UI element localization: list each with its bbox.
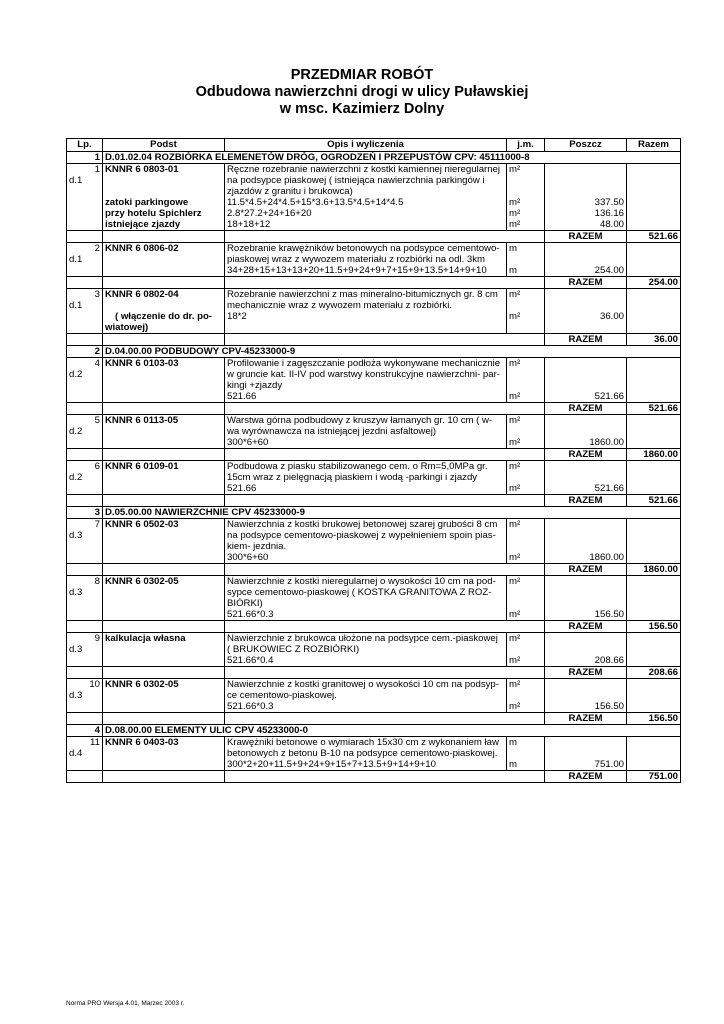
calc-expr: 300*2+20+11.5+9+24+9+15+7+13.5+9+14+9+10: [225, 759, 507, 771]
position-jm: m²: [507, 289, 545, 301]
position-number: 6: [67, 461, 103, 473]
position-podst: KNNR 6 0802-04: [103, 289, 225, 301]
position-number: 10: [67, 679, 103, 691]
position-dnum: d.2: [67, 426, 103, 437]
position-desc: ( BRUKOWIEC Z ROZBIÓRKI): [225, 644, 507, 655]
position-desc: w gruncie kat. II-IV pod warstwy konstrukcyjne nawierzchni- par-: [225, 369, 507, 380]
calc-expr: 521.66*0.3: [225, 701, 507, 713]
calc-jm: m²: [507, 311, 545, 322]
position-dnum: d.2: [67, 472, 103, 483]
position-dnum: d.2: [67, 369, 103, 380]
calc-jm: m²: [507, 197, 545, 208]
position-desc: Nawierzchnia z kostki brukowej betonowej szarej grubości 8 cm: [225, 519, 507, 531]
razem-row: [67, 564, 681, 576]
table-row: [67, 311, 681, 322]
calc-expr: 11.5*4.5+24*4.5+15*3.6+13.5*4.5+14*4.5: [225, 197, 507, 208]
calc-jm: m: [507, 759, 545, 771]
section-row: [67, 152, 681, 164]
position-jm: m²: [507, 633, 545, 645]
table-row: [67, 186, 681, 197]
table-row: [67, 576, 681, 588]
calc-jm: m²: [507, 437, 545, 449]
calc-expr: 521.66: [225, 391, 507, 403]
section-row: [67, 507, 681, 519]
razem-label: RAZEM: [545, 564, 627, 576]
table-row: [67, 759, 681, 771]
position-desc: ce cementowo-piaskowej.: [225, 690, 507, 701]
position-jm: m²: [507, 576, 545, 588]
position-number: 8: [67, 576, 103, 588]
position-desc: kingi +zjazdy: [225, 380, 507, 391]
table-row: [67, 737, 681, 749]
position-desc: Rozebranie krawężników betonowych na podsypce cementowo-: [225, 243, 507, 255]
position-jm: m²: [507, 519, 545, 531]
calc-jm: m²: [507, 391, 545, 403]
calc-label: ( włączenie do dr. po-: [103, 311, 225, 322]
table-row: [67, 609, 681, 621]
calc-value: 751.00: [545, 759, 627, 771]
position-number: 9: [67, 633, 103, 645]
table-row: [67, 552, 681, 564]
position-desc: Podbudowa z piasku stabilizowanego cem. o Rm=5,0MPa gr.: [225, 461, 507, 473]
col-header-opis: Opis i wyliczenia: [225, 139, 507, 152]
position-desc: sypce cementowo-piaskowej ( KOSTKA GRANITOWA Z ROZ-: [225, 587, 507, 598]
calc-expr: 2.8*27.2+24+16+20: [225, 208, 507, 219]
calc-label: przy hotelu Spichlerz: [103, 208, 225, 219]
calc-label: istniejące zjazdy: [103, 219, 225, 231]
table-row: [67, 598, 681, 609]
position-desc: betonowych z betonu B-10 na podsypce cementowo-piaskowej.: [225, 748, 507, 759]
razem-value: 521.66: [627, 495, 681, 507]
table-row: [67, 300, 681, 311]
table-row: [67, 633, 681, 645]
razem-label: RAZEM: [545, 334, 627, 346]
table-row: [67, 679, 681, 691]
calc-value: 521.66: [545, 483, 627, 495]
section-title: D.04.00.00 PODBUDOWY CPV-45233000-9: [103, 346, 681, 358]
col-header-razem: Razem: [627, 139, 681, 152]
table-row: [67, 690, 681, 701]
position-dnum: d.3: [67, 587, 103, 598]
document-title: PRZEDMIAR ROBÓT: [290, 67, 434, 83]
calc-label: zatoki parkingowe: [103, 197, 225, 208]
table-row: [67, 483, 681, 495]
table-row: [67, 289, 681, 301]
position-dnum: d.1: [67, 175, 103, 186]
calc-value: 136.16: [545, 208, 627, 219]
razem-value: 208.66: [627, 667, 681, 679]
calc-expr: 521.66*0.3: [225, 609, 507, 621]
position-podst: KNNR 6 0109-01: [103, 461, 225, 473]
position-podst: KNNR 6 0803-01: [103, 164, 225, 176]
position-jm: m: [507, 243, 545, 255]
calc-jm: m²: [507, 219, 545, 231]
table-row: [67, 369, 681, 380]
table-row: [67, 644, 681, 655]
przedmiar-table: [66, 138, 681, 783]
calc-value: 208.66: [545, 655, 627, 667]
position-desc: piaskowej wraz z wywozem materiału z rozbiórki na odl. 3km: [225, 254, 507, 265]
table-row: [67, 391, 681, 403]
position-desc: Krawężniki betonowe o wymiarach 15x30 cm z wykonaniem ław: [225, 737, 507, 749]
razem-label: RAZEM: [545, 713, 627, 725]
section-number: 4: [67, 725, 103, 737]
position-dnum: d.3: [67, 644, 103, 655]
table-row: [67, 472, 681, 483]
calc-value: 521.66: [545, 391, 627, 403]
position-desc: Rozebranie nawierzchni z mas mineralno-bitumicznych gr. 8 cm: [225, 289, 507, 301]
position-desc: Nawierzchnie z kostki nieregularnej o wysokości 10 cm na pod-: [225, 576, 507, 588]
position-jm: m: [507, 737, 545, 749]
table-row: [67, 748, 681, 759]
razem-value: 156.50: [627, 621, 681, 633]
position-podst: KNNR 6 0302-05: [103, 679, 225, 691]
calc-value: 156.50: [545, 609, 627, 621]
footer-note: Norma PRO Wersja 4.01, Marzec 2003 r.: [66, 1000, 185, 1007]
calc-jm: m²: [507, 483, 545, 495]
section-number: 2: [67, 346, 103, 358]
calc-expr: 18+18+12: [225, 219, 507, 231]
position-desc: BIÓRKI): [225, 598, 507, 609]
position-number: 3: [67, 289, 103, 301]
section-title: D.08.00.00 ELEMENTY ULIC CPV 45233000-0: [103, 725, 681, 737]
section-number: 1: [67, 152, 103, 164]
razem-value: 521.66: [627, 403, 681, 415]
razem-row: [67, 277, 681, 289]
table-row: [67, 380, 681, 391]
calc-label: wiatowej): [103, 322, 225, 334]
calc-expr: 300*6+60: [225, 437, 507, 449]
calc-jm: m: [507, 265, 545, 277]
calc-jm: m²: [507, 609, 545, 621]
razem-label: RAZEM: [545, 403, 627, 415]
razem-value: 521.66: [627, 231, 681, 243]
section-title: D.01.02.04 ROZBIÓRKA ELEMENETÓW DRÓG, OGRODZEŃ I PRZEPUSTÓW CPV: 45111000-8: [103, 152, 681, 164]
table-row: [67, 461, 681, 473]
col-header-podst: Podst: [103, 139, 225, 152]
calc-jm: m²: [507, 208, 545, 219]
document-subtitle: Odbudowa nawierzchni drogi w ulicy Puławskiej: [195, 84, 529, 100]
position-dnum: d.1: [67, 254, 103, 265]
col-header-poszcz: Poszcz: [545, 139, 627, 152]
section-row: [67, 346, 681, 358]
table-row: [67, 208, 681, 219]
table-row: [67, 541, 681, 552]
calc-expr: 521.66*0.4: [225, 655, 507, 667]
col-header-jm: j.m.: [507, 139, 545, 152]
position-jm: m²: [507, 461, 545, 473]
calc-value: 1860.00: [545, 437, 627, 449]
calc-value: 48.00: [545, 219, 627, 231]
table-row: [67, 655, 681, 667]
position-number: 4: [67, 358, 103, 370]
position-desc: na podsypce piaskowej ( istniejąca nawierzchnia parkingów i: [225, 175, 507, 186]
position-desc: zjazdów z granitu i brukowca): [225, 186, 507, 197]
calc-value: 337.50: [545, 197, 627, 208]
table-row: [67, 587, 681, 598]
position-podst: KNNR 6 0806-02: [103, 243, 225, 255]
position-podst: KNNR 6 0113-05: [103, 415, 225, 427]
table-row: [67, 164, 681, 176]
table-row: [67, 426, 681, 437]
razem-row: [67, 231, 681, 243]
razem-label: RAZEM: [545, 771, 627, 783]
razem-label: RAZEM: [545, 621, 627, 633]
position-number: 2: [67, 243, 103, 255]
section-title: D.05.00.00 NAWIERZCHNIE CPV 45233000-9: [103, 507, 681, 519]
position-desc: Nawierzchnie z kostki granitowej o wysokości 10 cm na podsyp-: [225, 679, 507, 691]
table-row: [67, 243, 681, 255]
table-row: [67, 197, 681, 208]
table-row: [67, 530, 681, 541]
razem-label: RAZEM: [545, 449, 627, 461]
position-podst: KNNR 6 0103-03: [103, 358, 225, 370]
calc-expr: 521.66: [225, 483, 507, 495]
calc-value: 156.50: [545, 701, 627, 713]
razem-row: [67, 771, 681, 783]
position-desc: mechanicznie wraz z wywozem materiału z rozbiórki.: [225, 300, 507, 311]
table-row: [67, 265, 681, 277]
position-podst: kalkulacja własna: [103, 633, 225, 645]
position-jm: m²: [507, 415, 545, 427]
position-number: 5: [67, 415, 103, 427]
position-jm: m²: [507, 358, 545, 370]
section-row: [67, 725, 681, 737]
razem-value: 36.00: [627, 334, 681, 346]
position-jm: m²: [507, 679, 545, 691]
razem-value: 1860.00: [627, 564, 681, 576]
razem-row: [67, 334, 681, 346]
position-dnum: d.4: [67, 748, 103, 759]
table-row: [67, 254, 681, 265]
position-desc: Profilowanie i zagęszczanie podłoża wykonywane mechanicznie: [225, 358, 507, 370]
razem-row: [67, 403, 681, 415]
position-desc: Nawierzchnie z brukowca ułożone na podsypce cem.-piaskowej: [225, 633, 507, 645]
position-dnum: d.3: [67, 690, 103, 701]
table-row: [67, 437, 681, 449]
razem-label: RAZEM: [545, 667, 627, 679]
razem-row: [67, 713, 681, 725]
position-podst: KNNR 6 0403-03: [103, 737, 225, 749]
table-row: [67, 415, 681, 427]
table-row: [67, 322, 681, 334]
table-row: [67, 519, 681, 531]
razem-value: 1860.00: [627, 449, 681, 461]
position-desc: wa wyrównawcza na istniejącej jezdni asfaltowej): [225, 426, 507, 437]
position-podst: KNNR 6 0502-03: [103, 519, 225, 531]
calc-jm: m²: [507, 552, 545, 564]
calc-expr: 300*6+60: [225, 552, 507, 564]
section-number: 3: [67, 507, 103, 519]
table-row: [67, 219, 681, 231]
calc-jm: m²: [507, 701, 545, 713]
position-desc: Ręczne rozebranie nawierzchni z kostki kamiennej nieregularnej: [225, 164, 507, 176]
position-desc: na podsypce cementowo-piaskowej z wypełnieniem spoin pias-: [225, 530, 507, 541]
position-desc: kiem- jezdnia.: [225, 541, 507, 552]
calc-value: 254.00: [545, 265, 627, 277]
razem-label: RAZEM: [545, 277, 627, 289]
razem-label: RAZEM: [545, 495, 627, 507]
calc-value: 36.00: [545, 311, 627, 322]
document-header: [0, 67, 724, 118]
position-dnum: d.1: [67, 300, 103, 311]
position-podst: KNNR 6 0302-05: [103, 576, 225, 588]
razem-value: 751.00: [627, 771, 681, 783]
calc-value: 1860.00: [545, 552, 627, 564]
razem-row: [67, 621, 681, 633]
razem-row: [67, 449, 681, 461]
table-row: [67, 175, 681, 186]
razem-value: 254.00: [627, 277, 681, 289]
razem-value: 156.50: [627, 713, 681, 725]
position-number: 11: [67, 737, 103, 749]
document-location: w msc. Kazimierz Dolny: [279, 101, 445, 117]
position-desc: Warstwa górna podbudowy z kruszyw łamanych gr. 10 cm ( w-: [225, 415, 507, 427]
calc-jm: m²: [507, 655, 545, 667]
table-row: [67, 701, 681, 713]
position-number: 7: [67, 519, 103, 531]
calc-expr: 18*2: [225, 311, 507, 322]
position-desc: 15cm wraz z pielęgnacją piaskiem i wodą -parkingi i zjazdy: [225, 472, 507, 483]
position-dnum: d.3: [67, 530, 103, 541]
table-header-row: [67, 139, 681, 152]
razem-row: [67, 495, 681, 507]
razem-label: RAZEM: [545, 231, 627, 243]
razem-row: [67, 667, 681, 679]
calc-expr: 34+28+15+13+13+20+11.5+9+24+9+7+15+9+13.5+14+9+10: [225, 265, 507, 277]
position-number: 1: [67, 164, 103, 176]
table-row: [67, 358, 681, 370]
position-jm: m²: [507, 164, 545, 176]
col-header-lp: Lp.: [67, 139, 103, 152]
